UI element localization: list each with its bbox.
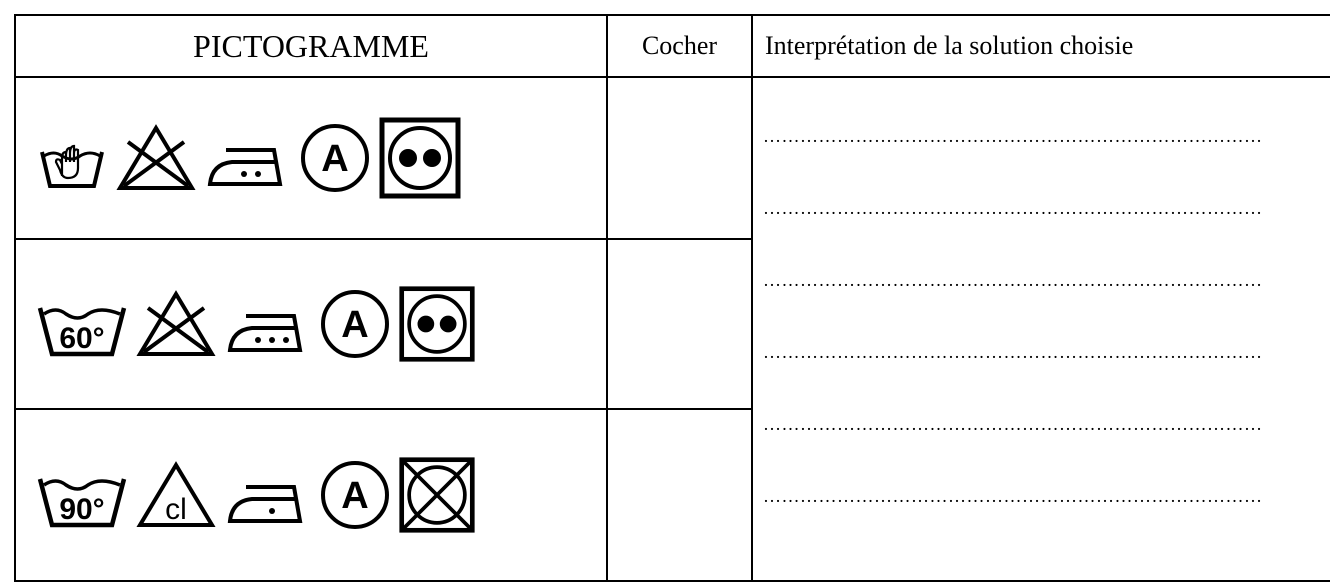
answer-line[interactable]: ……………………………………………………………………… xyxy=(763,270,1263,290)
wash-60-icon xyxy=(36,288,128,360)
no-tumble-dry-icon xyxy=(398,456,476,534)
header-cocher: Cocher xyxy=(607,15,752,77)
worksheet xyxy=(14,14,1330,580)
tumble-dry-2-dots-icon xyxy=(378,116,462,200)
iron-2-dots-icon xyxy=(204,122,292,194)
dry-clean-letter: A xyxy=(321,138,349,180)
check-cell[interactable] xyxy=(607,239,752,409)
dry-clean-a-icon xyxy=(298,121,372,195)
no-bleach-icon xyxy=(134,288,218,360)
pictogram-set-1 xyxy=(36,116,606,200)
answer-line[interactable]: ……………………………………………………………………… xyxy=(763,126,1263,146)
tumble-dry-2-dots-icon xyxy=(398,285,476,363)
dry-clean-a-icon xyxy=(318,287,392,361)
table-row xyxy=(15,77,1330,239)
answer-line[interactable]: ……………………………………………………………………… xyxy=(763,342,1263,362)
answer-line[interactable]: ……………………………………………………………………… xyxy=(763,486,1263,506)
wash-temperature-label: 90° xyxy=(59,493,105,526)
wash-90-icon xyxy=(36,459,128,531)
wash-temperature-label: 60° xyxy=(59,322,105,355)
answer-line[interactable]: ……………………………………………………………………… xyxy=(763,198,1263,218)
check-cell[interactable] xyxy=(607,409,752,581)
hand-wash-icon xyxy=(36,122,108,194)
chlorine-bleach-icon xyxy=(134,459,218,531)
check-cell[interactable] xyxy=(607,77,752,239)
pictogram-cell xyxy=(15,409,607,581)
iron-3-dots-icon xyxy=(224,288,312,360)
header-row xyxy=(15,15,1330,77)
answer-line[interactable]: ……………………………………………………………………… xyxy=(763,414,1263,434)
bleach-label: cl xyxy=(165,493,187,526)
dry-clean-letter: A xyxy=(341,475,369,517)
interpretation-cell[interactable] xyxy=(752,77,1330,581)
care-symbols-table xyxy=(14,14,1330,582)
pictogram-cell xyxy=(15,77,607,239)
header-pictogramme: PICTOGRAMME xyxy=(15,15,607,77)
pictogram-set-2 xyxy=(36,285,606,363)
dry-clean-letter: A xyxy=(341,304,369,346)
iron-1-dot-icon xyxy=(224,459,312,531)
pictogram-cell xyxy=(15,239,607,409)
no-bleach-icon xyxy=(114,122,198,194)
dry-clean-a-icon xyxy=(318,458,392,532)
pictogram-set-3 xyxy=(36,456,606,534)
header-interpretation: Interprétation de la solution choisie xyxy=(752,15,1330,77)
